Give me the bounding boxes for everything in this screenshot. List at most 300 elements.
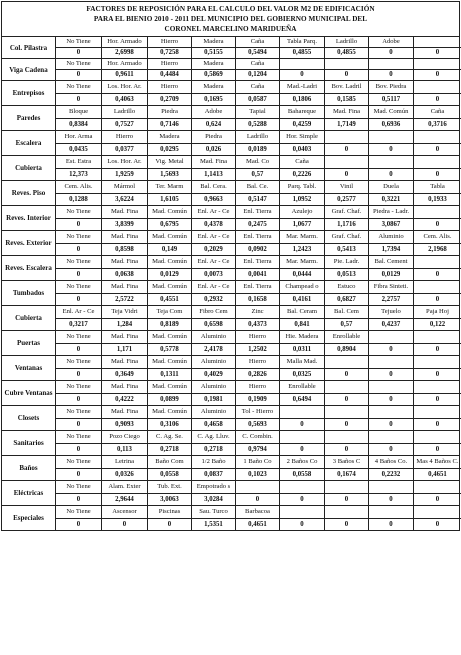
factor-cell: 0,1023 <box>235 469 279 481</box>
factor-cell: 0 <box>368 394 413 406</box>
factor-cell: 0 <box>76 395 81 403</box>
section-label: Cubierta <box>2 156 56 180</box>
material-cell: Ladrillo <box>101 106 147 118</box>
material-cell: Sau. Turco <box>191 506 235 518</box>
factor-cell: 0,1933 <box>413 194 461 206</box>
table-section <box>1 59 460 81</box>
section-label: Cubre Ventanas <box>2 381 56 405</box>
section-label: Closets <box>2 406 56 430</box>
factor-cell: 0 <box>413 444 461 456</box>
material-cell: No Tiene <box>66 383 91 391</box>
material-cell: Graf. Chaf. <box>324 206 368 218</box>
material-cell <box>413 156 461 168</box>
factor-cell: 0 <box>279 494 324 506</box>
factor-cell: 1,7394 <box>368 244 413 256</box>
factor-cell: 1,5351 <box>191 519 235 531</box>
factor-cell: 0,2718 <box>191 444 235 456</box>
factor-cell: 3,0867 <box>368 219 413 231</box>
factor-cell: 0 <box>368 369 413 381</box>
factor-cell: 0 <box>76 245 81 253</box>
material-cell: Aluminio <box>191 381 235 393</box>
material-cell <box>413 81 461 93</box>
factor-cell: 0,841 <box>279 319 324 331</box>
factor-cell: 0 <box>76 295 81 303</box>
factor-row <box>56 143 461 156</box>
material-cell: Los. Hor. Ar. <box>101 81 147 93</box>
factor-cell: 0,0311 <box>279 344 324 356</box>
factor-cell: 0,0073 <box>191 269 235 281</box>
material-cell: Caña <box>235 81 279 93</box>
material-cell: Madera <box>191 81 235 93</box>
material-cell <box>413 481 461 493</box>
material-cell: Aluminio <box>191 406 235 418</box>
material-cell: Enl. Tierra <box>235 206 279 218</box>
material-cell: Mad. Común <box>147 256 191 268</box>
factor-cell: 0,2475 <box>235 219 279 231</box>
material-row <box>56 331 461 343</box>
factor-cell: 0,6598 <box>191 319 235 331</box>
material-cell: Adobe <box>368 37 413 47</box>
factor-cell: 0,1674 <box>324 469 368 481</box>
factor-cell: 2,5722 <box>101 294 147 306</box>
document-title <box>1 1 460 37</box>
material-cell: Empotrado s <box>191 481 235 493</box>
material-cell: Mad. Fina <box>101 356 147 368</box>
material-cell: Est. Estra <box>65 158 92 166</box>
factor-cell: 0,5288 <box>235 119 279 131</box>
factor-cell: 0,5693 <box>235 419 279 431</box>
factor-cell: 3,8399 <box>101 219 147 231</box>
factor-cell: 0,1311 <box>147 369 191 381</box>
factor-cell: 0 <box>76 220 81 228</box>
section-label: Baños <box>2 456 56 480</box>
material-cell <box>324 59 368 69</box>
material-cell: No Tiene <box>66 483 91 491</box>
material-cell <box>324 406 368 418</box>
factor-cell: 0 <box>368 144 413 156</box>
material-cell: Madera <box>191 59 235 69</box>
material-row <box>56 37 461 47</box>
material-cell: Tabla Parq. <box>279 37 324 47</box>
material-cell: No Tiene <box>66 258 91 266</box>
factor-cell: 0,6936 <box>368 119 413 131</box>
factor-cell: 0,4651 <box>413 469 461 481</box>
factor-cell: 0,4029 <box>191 369 235 381</box>
factor-cell: 3,6224 <box>101 194 147 206</box>
material-cell: Teja Com <box>147 306 191 318</box>
material-cell: Bloque <box>68 108 89 116</box>
material-cell: Champead o <box>279 281 324 293</box>
material-cell: Piedra - Ladr. <box>368 206 413 218</box>
material-cell: Bov. Ladril <box>324 81 368 93</box>
material-cell: Aluminio <box>191 331 235 343</box>
factor-cell: 12,373 <box>69 170 88 178</box>
factor-cell: 0,8598 <box>101 244 147 256</box>
factor-cell: 0,1695 <box>191 94 235 106</box>
material-cell: Tabla <box>413 181 461 193</box>
factor-row <box>56 393 461 406</box>
material-cell: Mad. Común <box>147 331 191 343</box>
material-cell <box>279 506 324 518</box>
factor-cell: 0 <box>413 344 461 356</box>
material-cell: Graf. Chaf. <box>324 231 368 243</box>
material-cell: Duela <box>368 181 413 193</box>
material-cell: C. Ag. Se. <box>147 431 191 443</box>
material-cell <box>279 59 324 69</box>
material-cell: Hierro <box>147 37 191 47</box>
material-row <box>56 206 461 218</box>
factor-cell: 0,0587 <box>235 94 279 106</box>
factor-cell: 0,2232 <box>368 469 413 481</box>
material-cell: Ladrillo <box>324 37 368 47</box>
material-cell: Mad. Común <box>147 356 191 368</box>
factor-cell: 0,122 <box>413 319 461 331</box>
factor-cell: 0 <box>413 269 461 281</box>
factor-cell: 0,0295 <box>147 144 191 156</box>
factor-cell: 0,0041 <box>235 269 279 281</box>
table-section <box>1 131 460 156</box>
title-line-2: PARA EL BIENIO 2010 - 2011 DEL MUNICIPIO DEL GOBIERNO MUNICIPAL DEL <box>93 15 368 23</box>
material-cell: Malla Mad. <box>279 356 324 368</box>
material-cell: No Tiene <box>66 38 91 46</box>
factor-cell: 0,57 <box>235 169 279 181</box>
factor-cell: 0 <box>368 344 413 356</box>
factor-cell: 0 <box>413 519 461 531</box>
material-cell: Hor. Arma <box>64 133 93 141</box>
material-cell: Enl. Tierra <box>235 256 279 268</box>
factor-cell: 0,4161 <box>279 294 324 306</box>
material-cell: No Tiene <box>66 408 91 416</box>
factor-cell: 0 <box>368 169 413 181</box>
material-cell: 1/2 Baño <box>191 456 235 468</box>
factor-cell: 0,0377 <box>101 144 147 156</box>
factor-row <box>56 118 461 131</box>
factor-cell: 0 <box>76 370 81 378</box>
factor-cell: 0,4259 <box>279 119 324 131</box>
material-cell: Baño Com <box>147 456 191 468</box>
material-cell: Caña <box>279 156 324 168</box>
material-cell: Mad. Común <box>147 281 191 293</box>
factor-cell: 0 <box>324 169 368 181</box>
material-cell: Tejuelo <box>368 306 413 318</box>
material-cell <box>413 431 461 443</box>
material-cell: Estuco <box>324 281 368 293</box>
table-section <box>1 181 460 206</box>
factor-cell: 0,4551 <box>147 294 191 306</box>
factor-cell: 0,4378 <box>191 219 235 231</box>
material-cell: Vinil <box>324 181 368 193</box>
material-cell <box>413 131 461 143</box>
title-line-1: FACTORES DE REPOSICIÓN PARA EL CALCULO DEL VALOR M2 DE EDIFICACIÓN <box>86 5 375 13</box>
table-section <box>1 206 460 231</box>
material-cell <box>413 206 461 218</box>
material-row <box>56 356 461 368</box>
table-section <box>1 331 460 356</box>
material-row <box>56 256 461 268</box>
material-cell <box>279 431 324 443</box>
material-cell: Enrollable <box>279 381 324 393</box>
factor-cell: 0,5413 <box>324 244 368 256</box>
factor-cell: 0,4855 <box>279 48 324 58</box>
material-cell <box>324 381 368 393</box>
factor-row <box>56 318 461 331</box>
material-cell: Piscinas <box>147 506 191 518</box>
factor-cell: 0,6494 <box>279 394 324 406</box>
material-cell: Aluminio <box>191 356 235 368</box>
table-section <box>1 481 460 506</box>
material-cell: Mas 4 Baños C. <box>413 456 461 468</box>
factor-cell: 0 <box>76 495 81 503</box>
factor-cell: 0,6827 <box>324 294 368 306</box>
factor-cell: 0,3106 <box>147 419 191 431</box>
factor-cell: 0 <box>368 48 413 58</box>
material-cell <box>324 131 368 143</box>
factor-cell: 0,0129 <box>368 269 413 281</box>
factor-cell: 0,1658 <box>235 294 279 306</box>
factor-cell: 0,0129 <box>147 269 191 281</box>
material-cell <box>413 506 461 518</box>
material-cell: Vig. Metal <box>147 156 191 168</box>
factor-cell: 0,7527 <box>101 119 147 131</box>
factor-cell: 0,0189 <box>235 144 279 156</box>
factor-cell: 0 <box>76 520 81 528</box>
material-cell: Hierro <box>147 59 191 69</box>
factor-cell: 0 <box>76 270 81 278</box>
factor-cell: 3,0063 <box>147 494 191 506</box>
factor-cell: 0 <box>413 70 461 80</box>
factor-cell: 0,57 <box>324 319 368 331</box>
factor-cell: 0 <box>279 519 324 531</box>
material-cell <box>413 281 461 293</box>
factor-row <box>56 493 461 506</box>
factor-row <box>56 168 461 181</box>
material-cell: Enl. Ar - Ce <box>191 231 235 243</box>
factor-cell: 0,4484 <box>147 70 191 80</box>
material-cell: Piedra <box>147 106 191 118</box>
material-row <box>56 506 461 518</box>
material-cell: Azulejo <box>279 206 324 218</box>
material-cell: Teja Vidri <box>101 306 147 318</box>
factor-cell: 2,1968 <box>413 244 461 256</box>
material-cell <box>368 131 413 143</box>
material-row <box>56 59 461 69</box>
material-cell: Madera <box>147 131 191 143</box>
table-section <box>1 381 460 406</box>
factor-cell: 0,1806 <box>279 94 324 106</box>
material-cell: Bal. Ce. <box>235 181 279 193</box>
material-cell: Barbacoa <box>235 506 279 518</box>
material-row <box>56 131 461 143</box>
table-section <box>1 256 460 281</box>
table-section <box>1 456 460 481</box>
material-cell: Tol - Hierro <box>235 406 279 418</box>
factor-cell: 0 <box>324 419 368 431</box>
material-cell: Aluminio <box>368 231 413 243</box>
factor-cell: 0 <box>76 95 81 103</box>
material-row <box>56 231 461 243</box>
table-section <box>1 356 460 381</box>
material-cell: Tapial <box>235 106 279 118</box>
factor-cell: 0,0403 <box>279 144 324 156</box>
table-section <box>1 37 460 59</box>
material-cell: Hierro <box>235 381 279 393</box>
section-label: Reves. Piso <box>2 181 56 205</box>
material-cell: Caña <box>413 106 461 118</box>
material-cell: No Tiene <box>66 233 91 241</box>
factor-cell: 1,0677 <box>279 219 324 231</box>
material-row <box>56 431 461 443</box>
factor-cell: 0,2577 <box>324 194 368 206</box>
factor-cell: 0,2718 <box>147 444 191 456</box>
material-cell: Fibra Sinteti. <box>368 281 413 293</box>
factor-cell: 0 <box>413 219 461 231</box>
factor-cell: 0 <box>413 169 461 181</box>
material-cell: Ascensor <box>101 506 147 518</box>
material-cell <box>279 481 324 493</box>
material-row <box>56 81 461 93</box>
material-cell: Pozo Ciego <box>101 431 147 443</box>
material-cell <box>368 406 413 418</box>
material-cell: Mad.-Ladri <box>279 81 324 93</box>
factor-cell: 0,026 <box>191 144 235 156</box>
material-cell: Caña <box>235 37 279 47</box>
factor-cell: 0,4237 <box>368 319 413 331</box>
material-cell <box>368 381 413 393</box>
factor-cell: 0,5494 <box>235 48 279 58</box>
factor-row <box>56 243 461 256</box>
factor-cell: 0,149 <box>147 244 191 256</box>
material-cell: Mad. Común <box>147 231 191 243</box>
document-page <box>1 1 460 653</box>
factor-cell: 0,3217 <box>69 320 88 328</box>
factor-cell: 0,3221 <box>368 194 413 206</box>
factor-cell: 0 <box>147 519 191 531</box>
material-cell: Hor. Simple <box>279 131 324 143</box>
factor-cell: 0 <box>279 444 324 456</box>
material-cell: 4 Baños Co. <box>368 456 413 468</box>
factor-cell: 0,624 <box>191 119 235 131</box>
material-cell: Mad. Común <box>368 106 413 118</box>
material-cell: Fibro Cem <box>191 306 235 318</box>
material-cell: Mar. Marm. <box>279 231 324 243</box>
factor-row <box>56 293 461 306</box>
material-cell <box>324 356 368 368</box>
factor-cell: 0 <box>413 369 461 381</box>
factor-cell: 0 <box>368 70 413 80</box>
factor-cell: 0 <box>76 420 81 428</box>
section-label: Reves. Interior <box>2 206 56 230</box>
factor-cell: 0,2226 <box>279 169 324 181</box>
material-cell: Piedra <box>191 131 235 143</box>
factor-cell: 0 <box>76 49 81 57</box>
material-cell: No Tiene <box>66 283 91 291</box>
material-cell: No Tiene <box>66 433 91 441</box>
factor-cell: 0,0325 <box>279 369 324 381</box>
section-label: Paredes <box>2 106 56 130</box>
factor-cell: 0 <box>324 444 368 456</box>
factor-cell: 0,3649 <box>101 369 147 381</box>
material-cell <box>368 331 413 343</box>
factor-cell: 1,7149 <box>324 119 368 131</box>
factor-cell: 0 <box>324 369 368 381</box>
material-cell: Enrollable <box>324 331 368 343</box>
material-cell: No Tiene <box>66 333 91 341</box>
factor-cell: 0 <box>413 144 461 156</box>
factor-row <box>56 443 461 456</box>
factor-cell: 0,0837 <box>191 469 235 481</box>
factor-cell: 0,1909 <box>235 394 279 406</box>
factor-cell: 1,171 <box>101 344 147 356</box>
material-cell: Ter. Marm <box>147 181 191 193</box>
material-cell <box>368 481 413 493</box>
material-cell: Enl. Tierra <box>235 231 279 243</box>
material-cell: Mad. Fina <box>101 206 147 218</box>
material-cell: Mad. Fina <box>101 331 147 343</box>
material-cell: No Tiene <box>66 358 91 366</box>
factor-cell: 0,4222 <box>101 394 147 406</box>
factor-cell: 1,284 <box>101 319 147 331</box>
material-cell: Hor. Armado <box>101 59 147 69</box>
factor-cell: 0,5155 <box>191 48 235 58</box>
material-cell: Mad. Común <box>147 406 191 418</box>
material-cell: Pie. Ladr. <box>324 256 368 268</box>
material-cell: Enl. Ar - Ce <box>191 256 235 268</box>
factor-row <box>56 218 461 231</box>
factor-cell: 0 <box>413 294 461 306</box>
material-cell: Letrina <box>101 456 147 468</box>
factor-cell: 0,2932 <box>191 294 235 306</box>
factor-row <box>56 518 461 531</box>
factor-cell: 0,0899 <box>147 394 191 406</box>
factor-row <box>56 268 461 281</box>
material-cell: Bal. Cera. <box>191 181 235 193</box>
factor-cell: 0,1981 <box>191 394 235 406</box>
factors-table <box>1 37 460 531</box>
factor-cell: 0,1585 <box>324 94 368 106</box>
material-cell: Enl. Tierra <box>235 281 279 293</box>
factor-cell: 0,9611 <box>101 70 147 80</box>
material-cell <box>324 156 368 168</box>
material-cell: Bov. Piedra <box>368 81 413 93</box>
factor-cell: 0,4855 <box>324 48 368 58</box>
material-cell <box>413 59 461 69</box>
material-cell: Hierro <box>235 331 279 343</box>
material-cell: Parq. Tabl. <box>279 181 324 193</box>
section-label: Especiales <box>2 506 56 530</box>
material-cell: Tub. Ext. <box>147 481 191 493</box>
factor-cell: 0 <box>413 394 461 406</box>
factor-cell: 0 <box>101 519 147 531</box>
material-row <box>56 481 461 493</box>
material-cell: Mad. Fina <box>101 231 147 243</box>
factor-cell: 0,9663 <box>191 194 235 206</box>
factor-cell: 0 <box>76 445 81 453</box>
factor-cell: 1,1413 <box>191 169 235 181</box>
material-row <box>56 181 461 193</box>
material-row <box>56 156 461 168</box>
material-cell: Bal. Cem <box>324 306 368 318</box>
material-cell <box>368 506 413 518</box>
factor-cell: 3,0284 <box>191 494 235 506</box>
factor-row <box>56 368 461 381</box>
factor-row <box>56 343 461 356</box>
material-cell: 1 Baño Co <box>235 456 279 468</box>
section-label: Reves. Exterior <box>2 231 56 255</box>
table-section <box>1 506 460 531</box>
material-cell: Hierro <box>147 81 191 93</box>
material-cell: Los. Hor. Ar. <box>101 156 147 168</box>
material-cell <box>413 356 461 368</box>
